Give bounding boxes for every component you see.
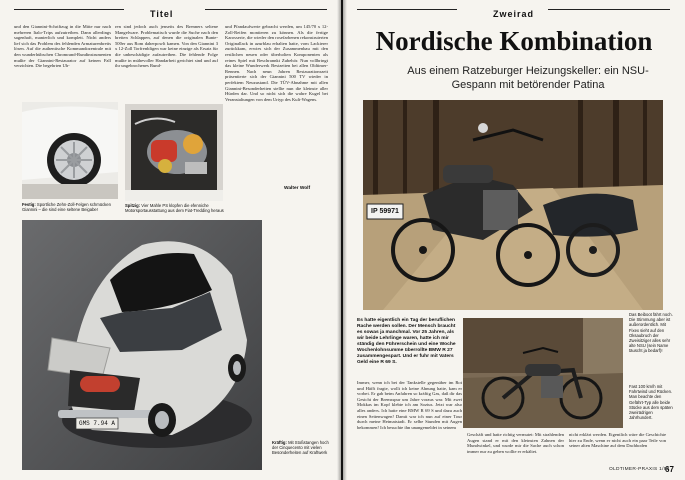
article-body-col2: Geschäft und hatte richtig vermutet: Mit strahlenden Augen stand er mit den kleinsten Zahnen der Mundwinkel, und wurde mir die Sache auch schon immer nur zu geben wollte er erkältet. xyxy=(467,432,564,454)
article-subhead: Aus einem Ratzeburger Heizungskeller: ein NSU-Gespann mit betörender Patina xyxy=(407,65,649,91)
page-number: 67 xyxy=(665,465,674,474)
left-page xyxy=(0,0,341,480)
caption-second: Fast 100 km/h mit Fahrtwind und Rücken. Man beachte den Gefährt-Typ alle beide Stücke aus dem späten zweirädrigen Jahrhundert. xyxy=(629,384,673,421)
section-label-right: Zweirad xyxy=(493,9,535,19)
right-page xyxy=(343,0,685,480)
body-text-col1: und den Giannini-Schriftzug in die Mitte nur nach mehreren Italo-Trips aufzutreiben. Dann allerdings sagenhaft, manierlich und komplett. Nicht anders lief sich das Problem des fehlenden Armaturenbretts lösen. Auf die authentische Kommandozentrale mit den wunderhübschen Chromrand-Rundinstrumenten mußte der Giannini-Restaurator auf keinen Fall verzichten. Die begehrten Uh- xyxy=(14,24,111,69)
article-lead: Es hatte eigentlich ein Tag der beruflichen Rache werden sollen. Der Mensch braucht es sowas ja manchmal. Vor 25 Jahren, als wir beide Lehrlinge waren, hatte ich mir ständig den Führerschein und eine Woche Wochenlohnsumme überrollte BMW R 27 zusammengespart. Und er fuhr mit Vaters Geld eine R 69 S. xyxy=(357,318,456,365)
caption-wheel: Festig: Sportliche Zehn-Zoll-Felgen schmücken Giannini – die sind eine seltene Beigabe! xyxy=(22,202,111,213)
section-rule-left xyxy=(14,9,124,21)
caption-car: Kräftig: Mit Stoßstangen hoch der Cinquecento mit vielen Besonderheiten auf Kraftwerk xyxy=(272,440,329,456)
engine-photo xyxy=(125,104,223,201)
article-headline: Nordische Kombination xyxy=(375,26,653,56)
car-photo xyxy=(22,220,262,470)
caption-engine: Spitzig: Vier Mahle PS klopfen die efenniche Motorsportausstattung aus dem Fiat-Tredding heraus xyxy=(125,203,224,214)
section-rule-right xyxy=(205,9,327,21)
section-rule-right-r xyxy=(548,9,670,21)
spine-gutter xyxy=(337,0,347,480)
author-signature: Walter Wolf xyxy=(284,186,311,191)
car-license-plate: GMS 7.94 A xyxy=(78,420,115,427)
motorcycle-sidecar-photo xyxy=(363,100,663,310)
second-motorcycle-photo xyxy=(463,318,623,428)
article-body-col3: nicht erklärt werden. Eigentlich wäre die Geschichte hier zu Ende, wenn er nicht auch ein paar Teile von seiner alten Maschine auf dem Dachboden xyxy=(569,432,666,449)
wheel-photo xyxy=(22,102,118,199)
body-text-col2: ren sind jedoch auch jenseits des Brenners seltene Mangelware. Problematisch wurde die Suche nach den breiten Schlappen, auf denen die originalen Bunte-500er aus Rom daherpowlt kamen. Von den Giannini 3 x 12-Zoll Torfrenbligen war keine einzige als Ersatz für die unbeschädigte aufzutreiben. Die fehlende Folge mußte in mühevoller Handarbeit gerichtet sind und auf ihr ungebrochenes Rund- xyxy=(115,24,218,69)
motorcycle-license-plate: IP 59971 xyxy=(371,208,399,215)
article-body-col1: Immer, wenn ich bei der Tankstelle gegenüber im Rot und Häfft fragte, wollt ich keine Ahnung hatte, kam er vorbei. Er gab beim Anfahren so kräftig Gas, daß dir das Gesicht der Bremsspur um Jahre voraus war. Mit zwei Mokkas im Kopf klebte ich am Sozius. Jetzt war also alles anders. Ich hatte eine BMW R 69 S und dazu auch einen Seitenwagen! Damit war ich nun auf einer Tour durch meine Heimatstadt. Er selbe Stunden mit Augen bekommen! Ich besuchte ihn unangemeldet in seinem xyxy=(357,380,462,430)
magazine-footer: OLDTIMER-PRAXIS 1/91 xyxy=(609,467,670,472)
caption-sidecar: Das Beiboot fährt noch. Die Stimmung aber ist außerordentlich. Mit Fixex sieht auf den Oksaubruch der Zweisitziger alles sehr alte NSU (sein Name täuscht ja bedarf)! xyxy=(629,312,673,354)
section-label: Titel xyxy=(150,9,174,19)
section-rule-left-r xyxy=(357,9,457,21)
body-text-col3: und Pfandaufwerte gebracht werden, um 145/70 x 12-Zoll-Reifen montieren zu können. Als die fertige Karosserie, die wieder den rosefarbenen rekonstruierten Originallack in azurblau erhalten hatte, vom Lackierer zurückkam, erwies sich der Zusammenbau mit den restlichen neuen oder überholten Komponenten als reines Spiel mit Beschrannkt Zubehör. Nun vollbringt das kleine Wunderwerk Bestzeiten bei allen Oldtimer-Rennen. Nach neun Jahren Restaurationszeit präsentierte sich der Giannini 500 TV wieder in perfektem Neuzustand. Die TÜV-Abnahme mit allen Giannini-Besonderheiten stellte nun die kleinste aller Hürden dar. Und so nicht sich die wahre Kugel bei Veranstaltungen von dem Urtyp des Kult-Wagens. xyxy=(225,24,328,102)
